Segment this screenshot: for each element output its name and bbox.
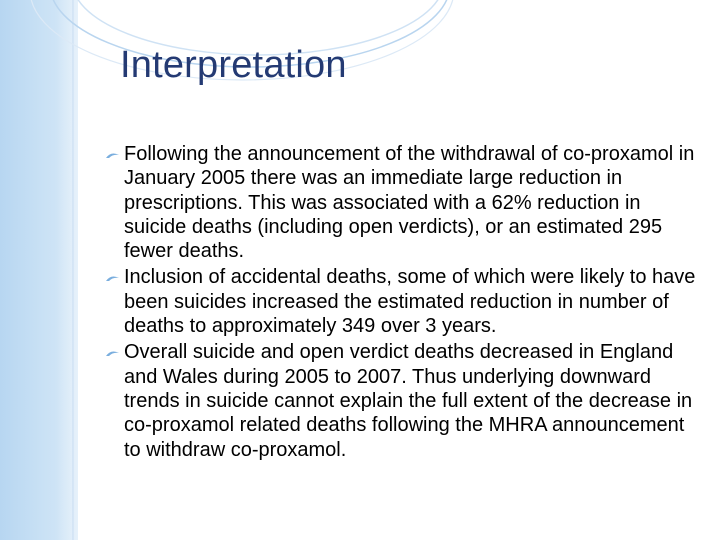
bullet-text: Inclusion of accidental deaths, some of which were likely to have been suicides increased the estimated reduction in number of deaths to approximately 349 over 3 years.	[124, 266, 696, 338]
bullet-text: Overall suicide and open verdict deaths decreased in England and Wales during 2005 to 2007. Thus underlying downward trends in suicide cannot explain the full extent of the decrease in co-proxamol related deaths following the MHRA announcement to withdraw co-proxamol.	[124, 341, 693, 461]
swoosh-bullet-icon	[104, 142, 122, 166]
side-decor-bar	[0, 0, 78, 540]
bullet-item-1	[102, 142, 702, 263]
bullet-item-3	[102, 340, 702, 461]
bullet-list	[102, 142, 702, 464]
bullet-text: Following the announcement of the withdrawal of co-proxamol in January 2005 there was an immediate large reduction in prescriptions. This was associated with a 62% reduction in suicide deaths (including open verdicts), or an estimated 295 fewer deaths.	[124, 143, 695, 263]
bullet-item-2	[102, 265, 702, 338]
swoosh-bullet-icon	[104, 340, 122, 364]
slide-title: Interpretation	[120, 44, 347, 86]
side-decor-line	[72, 0, 74, 540]
swoosh-bullet-icon	[104, 265, 122, 289]
